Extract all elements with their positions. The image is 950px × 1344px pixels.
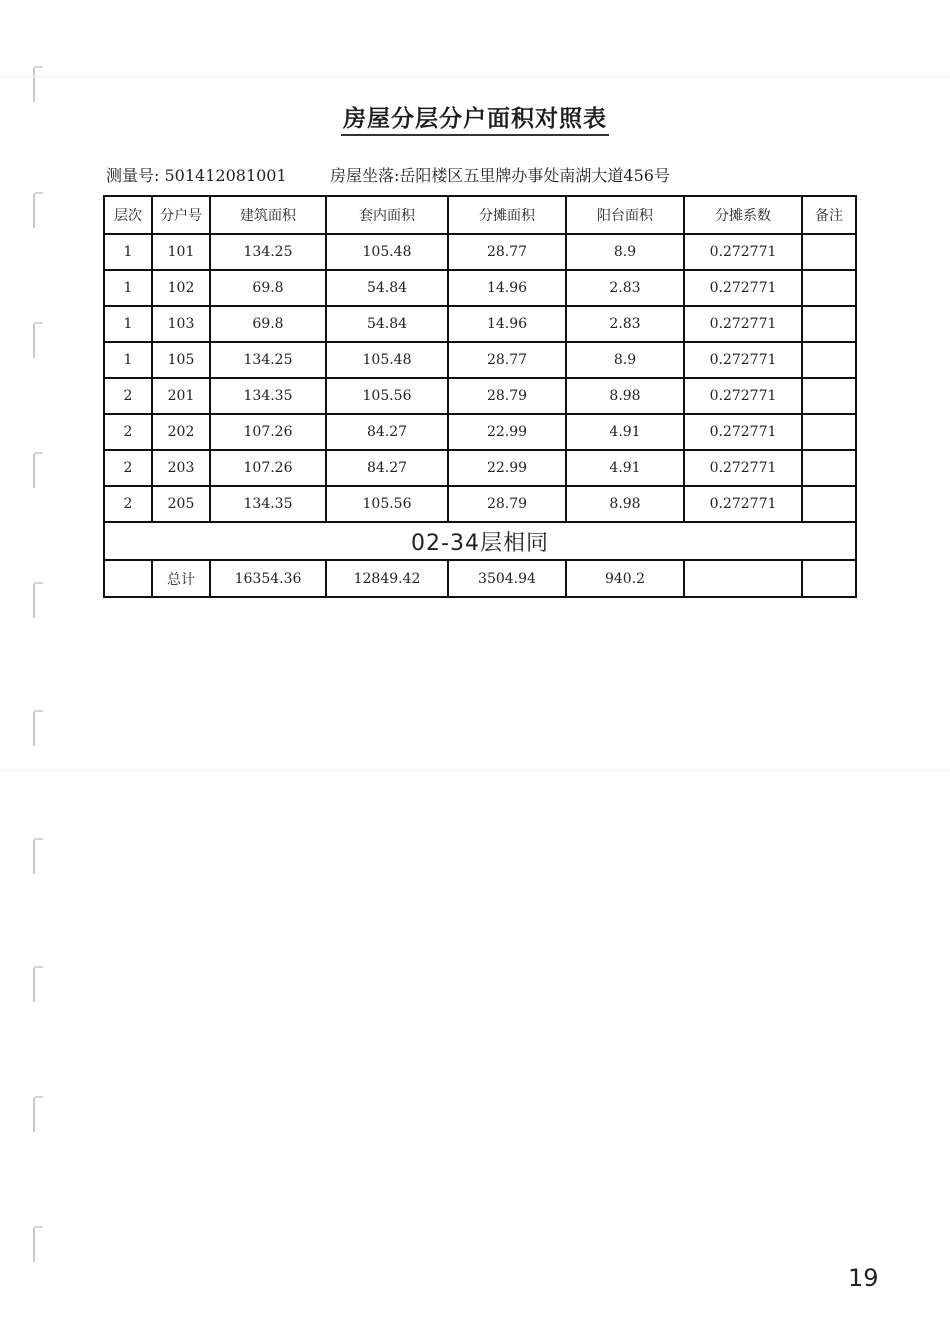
same-floors-row: [104, 522, 856, 560]
cell-shared-area: 14.96: [448, 306, 566, 342]
survey-number-line: [106, 163, 287, 186]
binder-mark: [33, 66, 43, 102]
cell-floor: 1: [104, 306, 152, 342]
column-header: 层次: [104, 196, 152, 234]
cell-building-area: 69.8: [210, 270, 326, 306]
cell-inner-area: 54.84: [326, 306, 448, 342]
total-empty-cell: [684, 560, 802, 597]
binder-mark: [33, 966, 43, 1002]
cell-inner-area: 105.56: [326, 486, 448, 522]
cell-balcony-area: 4.91: [566, 450, 684, 486]
column-header: 套内面积: [326, 196, 448, 234]
location-line: [330, 163, 670, 186]
total-label: 总计: [152, 560, 210, 597]
table-row: [104, 414, 856, 450]
binder-mark: [33, 1096, 43, 1132]
binder-mark: [33, 192, 43, 228]
cell-ratio: 0.272771: [684, 486, 802, 522]
cell-unit: 105: [152, 342, 210, 378]
table-row: [104, 234, 856, 270]
binder-mark: [33, 1226, 43, 1262]
cell-unit: 103: [152, 306, 210, 342]
table-row: [104, 306, 856, 342]
cell-balcony-area: 8.98: [566, 486, 684, 522]
cell-inner-area: 54.84: [326, 270, 448, 306]
cell-balcony-area: 2.83: [566, 270, 684, 306]
total-balcony-area: 940.2: [566, 560, 684, 597]
cell-building-area: 107.26: [210, 450, 326, 486]
cell-unit: 102: [152, 270, 210, 306]
area-table: [103, 195, 857, 598]
table-row: [104, 450, 856, 486]
cell-building-area: 134.35: [210, 378, 326, 414]
binder-mark: [33, 838, 43, 874]
cell-floor: 1: [104, 342, 152, 378]
cell-balcony-area: 8.98: [566, 378, 684, 414]
total-building-area: 16354.36: [210, 560, 326, 597]
column-header: 阳台面积: [566, 196, 684, 234]
cell-balcony-area: 2.83: [566, 306, 684, 342]
cell-inner-area: 105.56: [326, 378, 448, 414]
table-header-row: [104, 196, 856, 234]
cell-shared-area: 28.79: [448, 378, 566, 414]
column-header: 建筑面积: [210, 196, 326, 234]
cell-balcony-area: 4.91: [566, 414, 684, 450]
scan-line: [0, 770, 950, 771]
cell-shared-area: 22.99: [448, 450, 566, 486]
cell-ratio: 0.272771: [684, 306, 802, 342]
cell-floor: 2: [104, 414, 152, 450]
total-empty-cell: [802, 560, 856, 597]
cell-unit: 101: [152, 234, 210, 270]
table-row: [104, 486, 856, 522]
cell-ratio: 0.272771: [684, 234, 802, 270]
cell-inner-area: 105.48: [326, 342, 448, 378]
cell-shared-area: 28.77: [448, 234, 566, 270]
cell-note: [802, 378, 856, 414]
cell-balcony-area: 8.9: [566, 342, 684, 378]
cell-inner-area: 84.27: [326, 414, 448, 450]
cell-shared-area: 28.79: [448, 486, 566, 522]
cell-inner-area: 105.48: [326, 234, 448, 270]
cell-shared-area: 22.99: [448, 414, 566, 450]
binder-mark: [33, 322, 43, 358]
cell-floor: 1: [104, 270, 152, 306]
cell-building-area: 134.25: [210, 342, 326, 378]
same-floors-note: 02-34层相同: [104, 522, 856, 560]
cell-floor: 2: [104, 378, 152, 414]
cell-inner-area: 84.27: [326, 450, 448, 486]
cell-building-area: 134.25: [210, 234, 326, 270]
column-header: 分摊面积: [448, 196, 566, 234]
cell-ratio: 0.272771: [684, 378, 802, 414]
table-row: [104, 270, 856, 306]
cell-unit: 203: [152, 450, 210, 486]
total-shared-area: 3504.94: [448, 560, 566, 597]
cell-building-area: 107.26: [210, 414, 326, 450]
cell-unit: 202: [152, 414, 210, 450]
binder-mark: [33, 452, 43, 488]
cell-ratio: 0.272771: [684, 270, 802, 306]
table-row: [104, 378, 856, 414]
cell-note: [802, 342, 856, 378]
document-title-wrap: [0, 100, 950, 136]
cell-building-area: 69.8: [210, 306, 326, 342]
column-header: 分摊系数: [684, 196, 802, 234]
location-value: 岳阳楼区五里牌办事处南湖大道456号: [399, 166, 670, 185]
cell-note: [802, 234, 856, 270]
cell-ratio: 0.272771: [684, 450, 802, 486]
scan-line: [0, 76, 950, 77]
survey-label: 测量号:: [106, 166, 160, 185]
page-number: 19: [848, 1264, 879, 1292]
cell-note: [802, 306, 856, 342]
cell-ratio: 0.272771: [684, 342, 802, 378]
binder-mark: [33, 582, 43, 618]
cell-building-area: 134.35: [210, 486, 326, 522]
cell-floor: 2: [104, 450, 152, 486]
cell-unit: 201: [152, 378, 210, 414]
document-title: 房屋分层分户面积对照表: [341, 100, 609, 136]
cell-shared-area: 14.96: [448, 270, 566, 306]
cell-note: [802, 486, 856, 522]
cell-shared-area: 28.77: [448, 342, 566, 378]
total-row: [104, 560, 856, 597]
cell-floor: 2: [104, 486, 152, 522]
survey-number: 501412081001: [164, 166, 287, 185]
cell-ratio: 0.272771: [684, 414, 802, 450]
cell-balcony-area: 8.9: [566, 234, 684, 270]
cell-note: [802, 414, 856, 450]
cell-note: [802, 450, 856, 486]
cell-unit: 205: [152, 486, 210, 522]
table-row: [104, 342, 856, 378]
total-empty-cell: [104, 560, 152, 597]
cell-note: [802, 270, 856, 306]
binder-mark: [33, 710, 43, 746]
cell-floor: 1: [104, 234, 152, 270]
total-inner-area: 12849.42: [326, 560, 448, 597]
column-header: 备注: [802, 196, 856, 234]
column-header: 分户号: [152, 196, 210, 234]
location-label: 房屋坐落:: [330, 166, 400, 185]
